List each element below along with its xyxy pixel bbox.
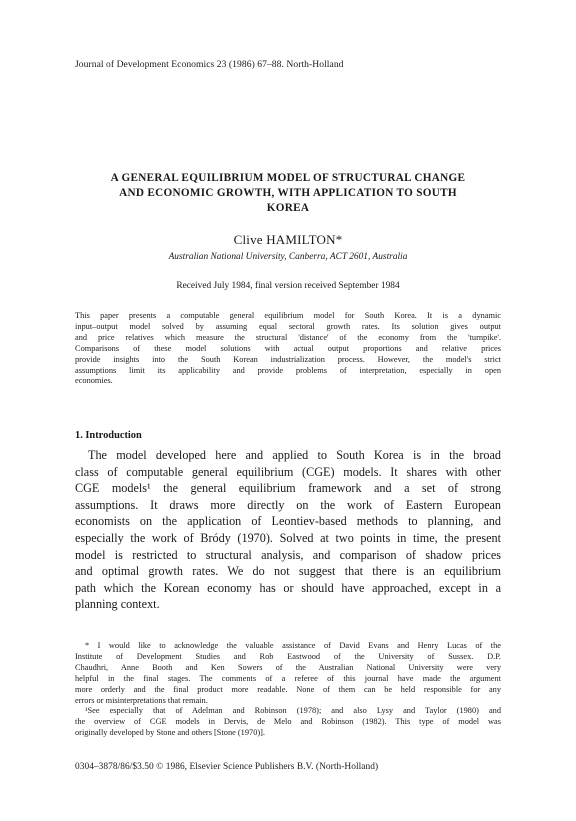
article-title [60,171,516,216]
abstract-line: and price relatives which measure the structural 'distance' of the economy from the 'turnpike'. [75,332,501,342]
paragraph-line: The model developed here and applied to South Korea is in the broad [88,448,501,462]
footnote-line: helpful in the final stages. The comments of a referee of this journal have made the argument [75,673,501,683]
footnote-line: Chaudhri, Anne Booth and Ken Sowers of the Australian National University were very [75,662,501,672]
footnote-line: the overview of CGE models in Dervis, de Melo and Robinson (1982). This type of model was [75,717,501,727]
footnotes [75,641,501,739]
author-affiliation: Australian National University, Canberra, ACT 2601, Australia [168,252,408,262]
title-line: AND ECONOMIC GROWTH, WITH APPLICATION TO SOUTH [119,187,457,199]
paragraph-line: and optimal growth rates. We do not suggest that there is an equilibrium [75,564,501,579]
footnote-line: originally developed by Stone and others [Stone (1970)]. [75,728,266,738]
footnote-line: Institute of Development Studies and Rob Eastwood of the University of Sussex. D.P. [75,651,501,661]
abstract-line: input–output model solved by assuming equal sectoral growth rates. Its solution gives output [75,321,501,331]
received-dates: Received July 1984, final version received September 1984 [176,281,400,291]
paragraph-line: class of computable general equilibrium (CGE) models. It shares with other [75,464,501,479]
journal-citation: Journal of Development Economics 23 (1986) 67–88. North-Holland [75,59,344,70]
abstract-line: assumptions limit its applicability and provide problems of interpretation, especially in open [75,365,501,375]
paragraph-line: especially the work of Bródy (1970). Solved at two points in time, the present [75,530,501,545]
paragraph-line: path which the Korean economy has or should have approached, except in a [75,580,501,595]
paragraph-line: model is restricted to structural analysis, and comparison of shadow prices [75,547,501,562]
footnote-line: more orderly and the final product more readable. None of them can be held responsible for any [75,684,501,694]
abstract [75,311,501,387]
introduction-paragraph [75,447,501,613]
abstract-line: This paper presents a computable general equilibrium model for South Korea. It is a dynamic [75,311,501,320]
abstract-line: Comparisons of these model solutions with actual output proportions and relative prices [75,343,501,353]
publisher-imprint: 0304–3878/86/$3.50 © 1986, Elsevier Science Publishers B.V. (North-Holland) [75,762,379,772]
abstract-line: economies. [75,376,113,386]
abstract-line: provide insights into the South Korean industrialization process. However, the model's strict [75,354,501,364]
section-heading: 1. Introduction [75,430,142,441]
title-line: A GENERAL EQUILIBRIUM MODEL OF STRUCTURAL CHANGE [110,172,466,184]
paragraph-line: planning context. [75,597,160,612]
paragraph-line: economists on the application of Leontiev-based methods to planning, and [75,514,501,529]
paragraph-line: assumptions. It draws more directly on the work of Eastern European [75,497,501,512]
footnote-line: ¹See especially that of Adelman and Robinson (1978); and also Lysy and Taylor (1980) and [85,706,501,716]
title-line: KOREA [266,202,310,214]
paragraph-line: CGE models¹ the general equilibrium framework and a set of strong [75,481,501,496]
footnote-line: * I would like to acknowledge the valuable assistance of David Evans and Henry Lucas of the [85,641,501,650]
footnote-line: errors or misinterpretations that remain. [75,695,208,705]
author-name: Clive HAMILTON* [233,232,343,247]
